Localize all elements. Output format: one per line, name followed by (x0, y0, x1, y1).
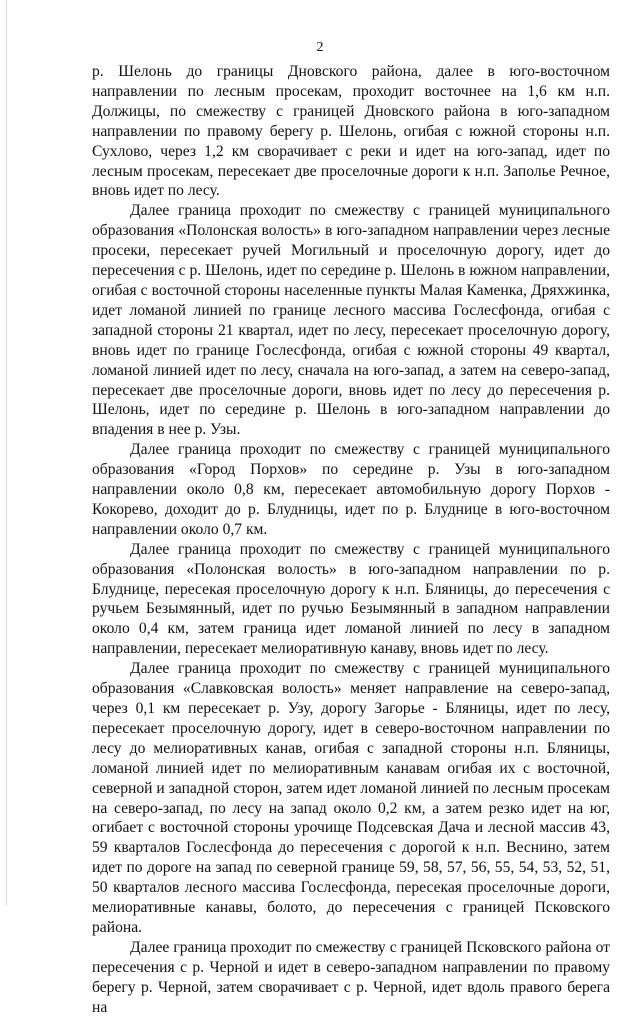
paragraph-polonskaya-volost-1: Далее граница проходит по смежеству с границей муниципального образования «Полонская волость» в юго-западном направлении через лесные просеки, пересекает ручей Могильный и проселочную дорогу, идет до пересечения с р. Шелонь, идет по середине р. Шелонь в южном направлении, огибая с восточной стороны населенные пункты Малая Каменка, Дряхжинка, идет ломаной линией по границе лесного массива Гослесфонда, огибая с западной стороны 21 квартал, идет по лесу, пересекает проселочную дорогу, вновь идет по границе Гослесфонда, огибая с южной стороны 49 квартал, ломаной линией идет по лесу, сначала на юго-запад, а затем на северо-запад, пересекает две проселочные дороги, вновь идет по лесу до пересечения р. Шелонь, идет по середине р. Шелонь в юго-западном направлении до впадения в нее р. Узы. (92, 202, 610, 439)
paragraph-pskov-district: Далее граница проходит по смежеству с границей Псковского района от пересечения с р. Черной и идет в северо-западном направлении по правому берегу р. Черной, затем сворачивает с р. Черной, идет вдоль правого берега на (92, 938, 610, 1016)
scan-edge-line (6, 0, 7, 905)
paragraph-continuation: р. Шелонь до границы Дновского района, далее в юго-восточном направлении по лесным просекам, проходит восточнее на 1,6 км н.п. Должицы, по смежеству с границей Дновского района в юго-западном направлении по правому берегу р. Шелонь, огибая с южной стороны н.п. Сухлово, через 1,2 км сворачивает с реки и идет на юго-запад, идет по лесным просекам, пересекает две проселочные дороги к н.п. Заполье Речное, вновь идет по лесу. (92, 63, 610, 200)
paragraph-polonskaya-volost-2: Далее граница проходит по смежеству с границей муниципального образования «Полонская волость» в юго-западном направлении по р. Блуднице, пересекая проселочную дорогу к н.п. Бляницы, до пересечения с ручьем Безымянный, идет по ручью Безымянный в западном направлении около 0,4 км, затем граница идет ломаной линией по лесу в западном направлении, пересекает мелиоративную канаву, вновь идет по лесу. (92, 540, 610, 658)
page-number: 2 (316, 40, 324, 55)
paragraph-slavkovskaya-volost: Далее граница проходит по смежеству с границей муниципального образования «Славковская волость» меняет направление на северо-запад, через 0,1 км пересекает р. Узу, дорогу Загорье - Бляницы, идет по лесу, пересекает проселочную дорогу, идет в северо-восточном направлении по лесу до мелиоративных канав, огибая с западной стороны н.п. Бляницы, ломаной линией идет по мелиоративным канавам огибая их с восточной, северной и западной сторон, затем идет ломаной линией по лесным просекам на северо-запад, по лесу на запад около 0,2 км, а затем резко идет на юг, огибает с восточной стороны урочище Подсевская Дача и лесной массив 43, 59 кварталов Гослесфонда до пересечения с дорогой к н.п. Веснино, затем идет по дороге на запад по северной границе 59, 58, 57, 56, 55, 54, 53, 52, 51, 50 кварталов лесного массива Гослесфонда, пересекая проселочные дороги, мелиоративные канавы, болото, до пересечения с границей Псковского района. (92, 660, 610, 936)
document-body (92, 62, 610, 1018)
paragraph-gorod-porkhov: Далее граница проходит по смежеству с границей муниципального образования «Город Порхов» по середине р. Узы в юго-западном направлении около 0,8 км, пересекает автомобильную дорогу Порхов - Кокорево, доходит до р. Блудницы, идет по р. Блуднице в юго-восточном направлении около 0,7 км. (92, 441, 610, 538)
